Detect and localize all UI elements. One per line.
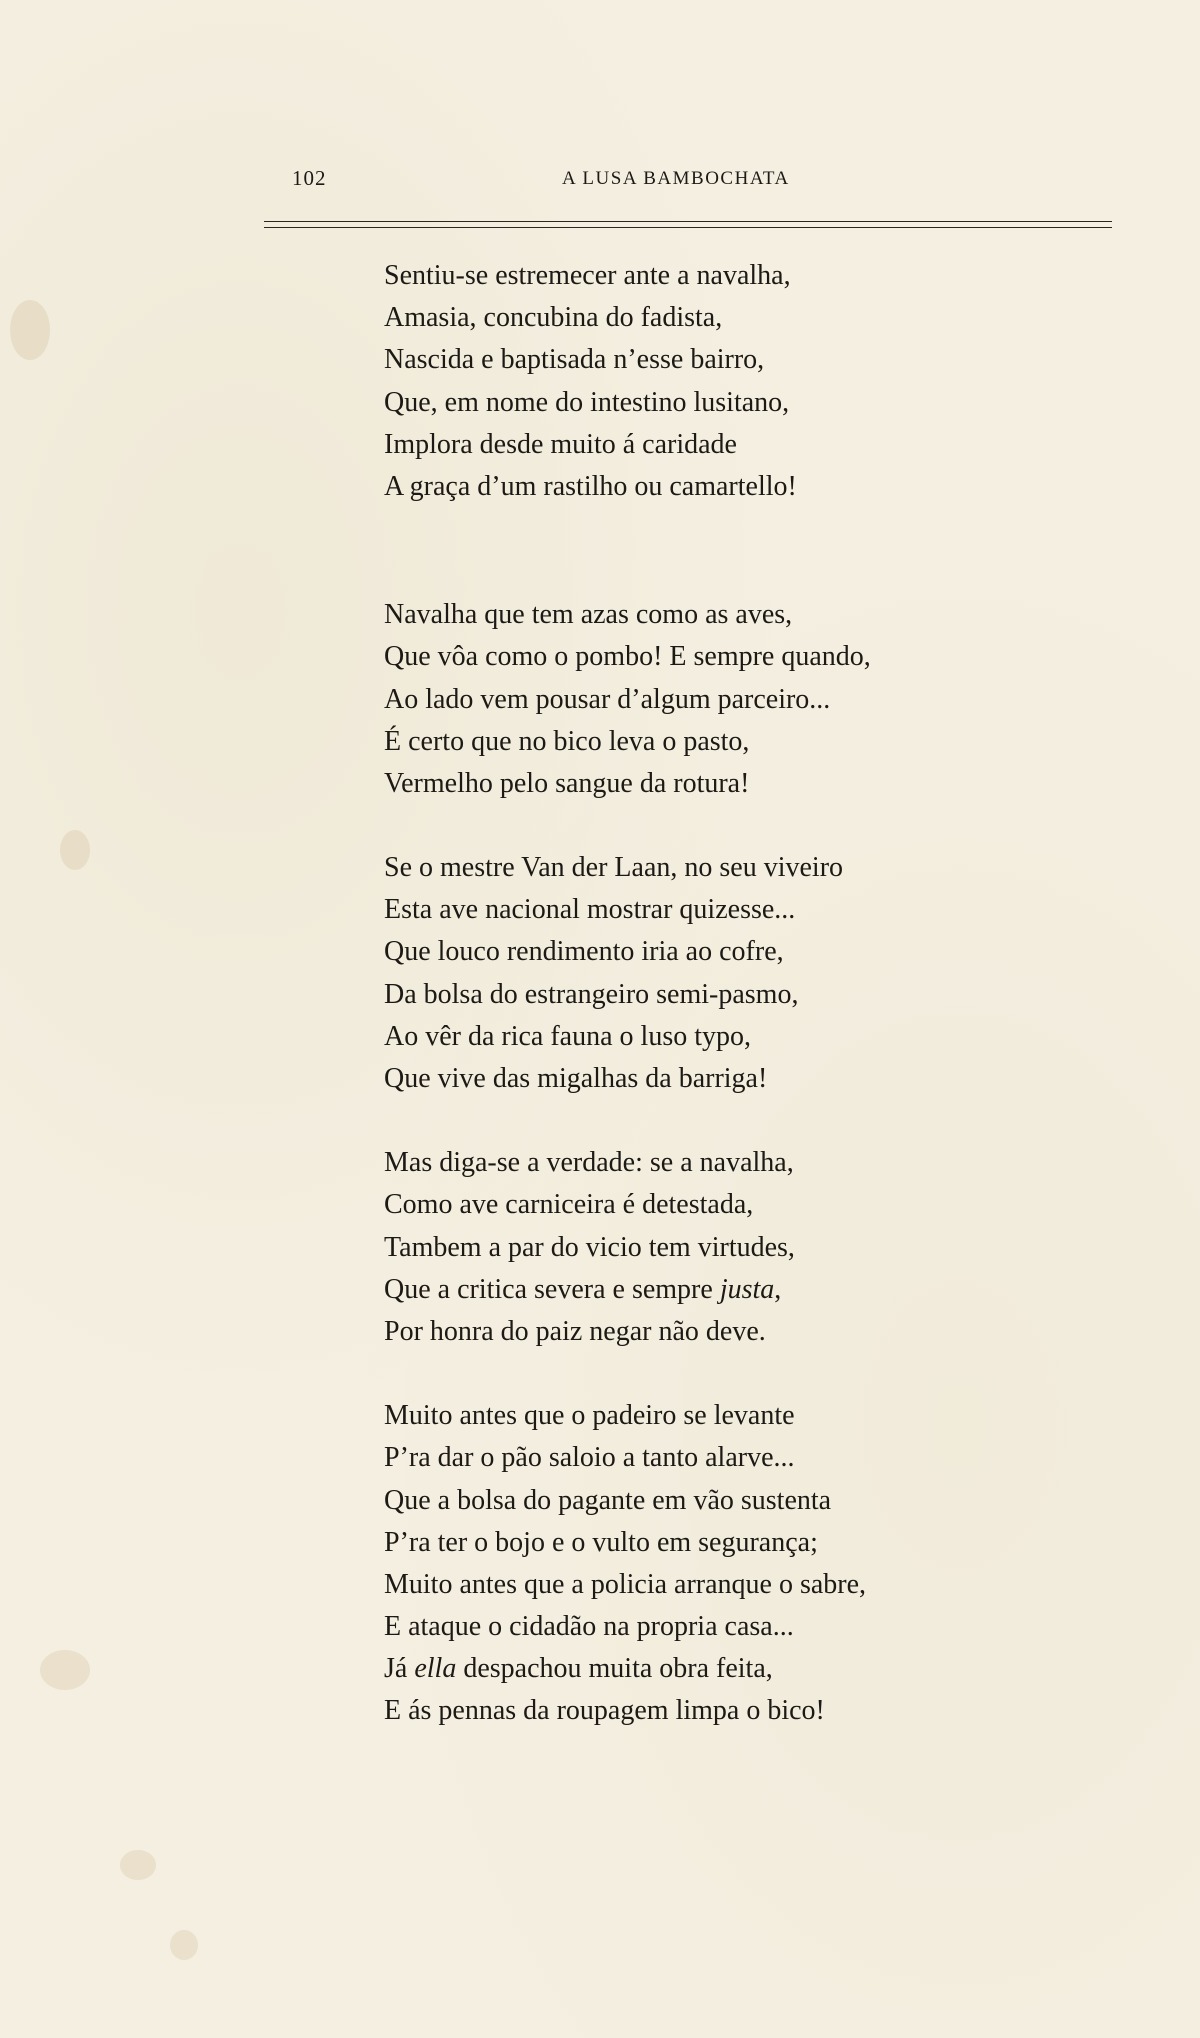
verse-line: Nascida e baptisada n’esse bairro,: [384, 344, 765, 376]
stanza-3: [384, 847, 1104, 1100]
running-header: [262, 162, 1112, 202]
verse-line-text: Que a critica severa e sempre: [384, 1273, 720, 1305]
verse-line: Vermelho pelo sangue da rotura!: [384, 767, 750, 799]
stanza-4: [384, 1142, 1104, 1353]
verse-line: Que louco rendimento iria ao cofre,: [384, 936, 784, 968]
verse-line: Que vive das migalhas da barriga!: [384, 1063, 768, 1094]
verse-line: Navalha que tem azas como as aves,: [384, 599, 793, 631]
paper-stain: [10, 300, 50, 360]
verse-line: Sentiu-se estremecer ante a navalha,: [384, 260, 791, 291]
verse-line-text: Já: [384, 1653, 415, 1685]
verse-line: Esta ave nacional mostrar quizesse...: [384, 894, 796, 926]
stanza-break: [384, 805, 1104, 847]
verse-line: E ás pennas da roupagem limpa o bico!: [384, 1695, 825, 1727]
verse-line: Ao lado vem pousar d’algum parceiro...: [384, 683, 831, 715]
header-rule-bottom: [264, 227, 1112, 228]
verse-line: P’ra ter o bojo e o vulto em segurança;: [384, 1526, 818, 1558]
verse-line: Por honra do paiz negar não deve.: [384, 1315, 766, 1347]
verse-line: [384, 1269, 1104, 1311]
verse-line-text: despachou muita obra feita,: [456, 1653, 773, 1685]
verse-line: É certo que no bico leva o pasto,: [384, 725, 750, 757]
paper-stain: [40, 1650, 90, 1690]
page-number: 102: [292, 166, 327, 190]
verse-line: [384, 1648, 1104, 1690]
verse-line: Da bolsa do estrangeiro semi-pasmo,: [384, 978, 799, 1010]
paper-stain: [170, 1930, 198, 1960]
stanza-2: [384, 594, 1104, 805]
verse-line: E ataque o cidadão na propria casa...: [384, 1611, 794, 1643]
verse-line: Tambem a par do vicio tem virtudes,: [384, 1231, 795, 1263]
header-rule-top: [264, 221, 1112, 222]
verse-line: Ao vêr da rica fauna o luso typo,: [384, 1020, 751, 1052]
verse-line: Como ave carniceira é detestada,: [384, 1189, 754, 1221]
paper-stain: [60, 830, 90, 870]
verse-line: Mas diga-se a verdade: se a navalha,: [384, 1147, 794, 1179]
stanza-break: [384, 508, 1104, 594]
verse-line: Amasia, concubina do fadista,: [384, 302, 723, 334]
stanza-1: [384, 255, 1104, 508]
italic-word: ella: [414, 1653, 457, 1685]
verse-line: A graça d’um rastilho ou camartello!: [384, 470, 797, 502]
verse-line: P’ra dar o pão saloio a tanto alarve...: [384, 1442, 795, 1474]
stanza-break: [384, 1100, 1104, 1142]
verse-line: Muito antes que a policia arranque o sabre,: [384, 1568, 867, 1600]
poem: [384, 255, 1104, 1733]
running-title: A LUSA BAMBOCHATA: [562, 168, 790, 189]
verse-line: Que, em nome do intestino lusitano,: [384, 386, 790, 418]
verse-line-punctuation: ,: [774, 1273, 782, 1305]
stanza-break: [384, 1353, 1104, 1395]
paper-stain: [120, 1850, 156, 1880]
verse-line: Que a bolsa do pagante em vão sustenta: [384, 1484, 832, 1516]
verse-line: Implora desde muito á caridade: [384, 428, 737, 460]
verse-line: Que vôa como o pombo! E sempre quando,: [384, 641, 871, 673]
italic-word: justa: [719, 1273, 775, 1305]
verse-line: Se o mestre Van der Laan, no seu viveiro: [384, 852, 844, 884]
verse-line: Muito antes que o padeiro se levante: [384, 1400, 795, 1432]
stanza-5: [384, 1395, 1104, 1733]
